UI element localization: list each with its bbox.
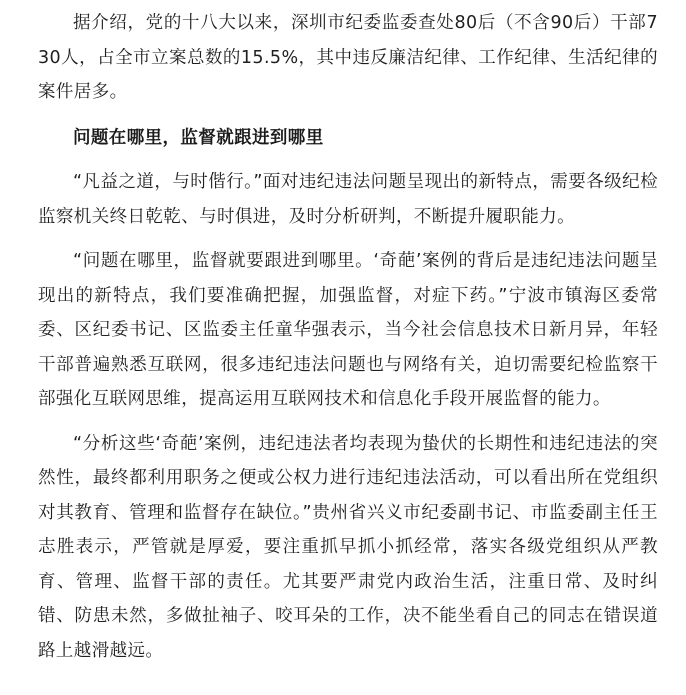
paragraph-spacer: [38, 234, 658, 244]
paragraph-intro: 据介绍，党的十八大以来，深圳市纪委监委查处80后（不含90后）干部730人，占全市立案总数的15.5%，其中违反廉洁纪律、工作纪律、生活纪律的案件居多。: [38, 13, 658, 102]
paragraph-quote: “凡益之道，与时偕行。”面对违纪违法问题呈现出的新特点，需要各级纪检监察机关终日乾乾、与时俱进，及时分析研判，不断提升履职能力。: [38, 172, 658, 227]
article-body: [38, 0, 658, 668]
paragraph-ningbo: “问题在哪里，监督就要跟进到哪里。‘奇葩’案例的背后是违纪违法问题呈现出的新特点，我们要准确把握，加强监督，对症下药。”宁波市镇海区委常委、区纪委书记、区监委主任童华强表示，当今社会信息技术日新月异，年轻干部普遍熟悉互联网，很多违纪违法问题也与网络有关，迫切需要纪检监察干部强化互联网思维，提高运用互联网技术和信息化手段开展监督的能力。: [38, 251, 658, 409]
section-heading: 问题在哪里，监督就跟进到哪里: [73, 127, 324, 148]
paragraph-spacer: [38, 417, 658, 427]
paragraph-guizhou: “分析这些‘奇葩’案例，违纪违法者均表现为蛰伏的长期性和违纪违法的突然性，最终都利用职务之便或公权力进行违纪违法活动，可以看出所在党组织对其教育、管理和监督存在缺位。”贵州省兴义市纪委副书记、市监委副主任王志胜表示，严管就是厚爱，要注重抓早抓小抓经常，落实各级党组织从严教育、管理、监督干部的责任。尤其要严肃党内政治生活，注重日常、及时纠错、防患未然，多做扯袖子、咬耳朵的工作，决不能坐看自己的同志在错误道路上越滑越远。: [38, 433, 658, 661]
